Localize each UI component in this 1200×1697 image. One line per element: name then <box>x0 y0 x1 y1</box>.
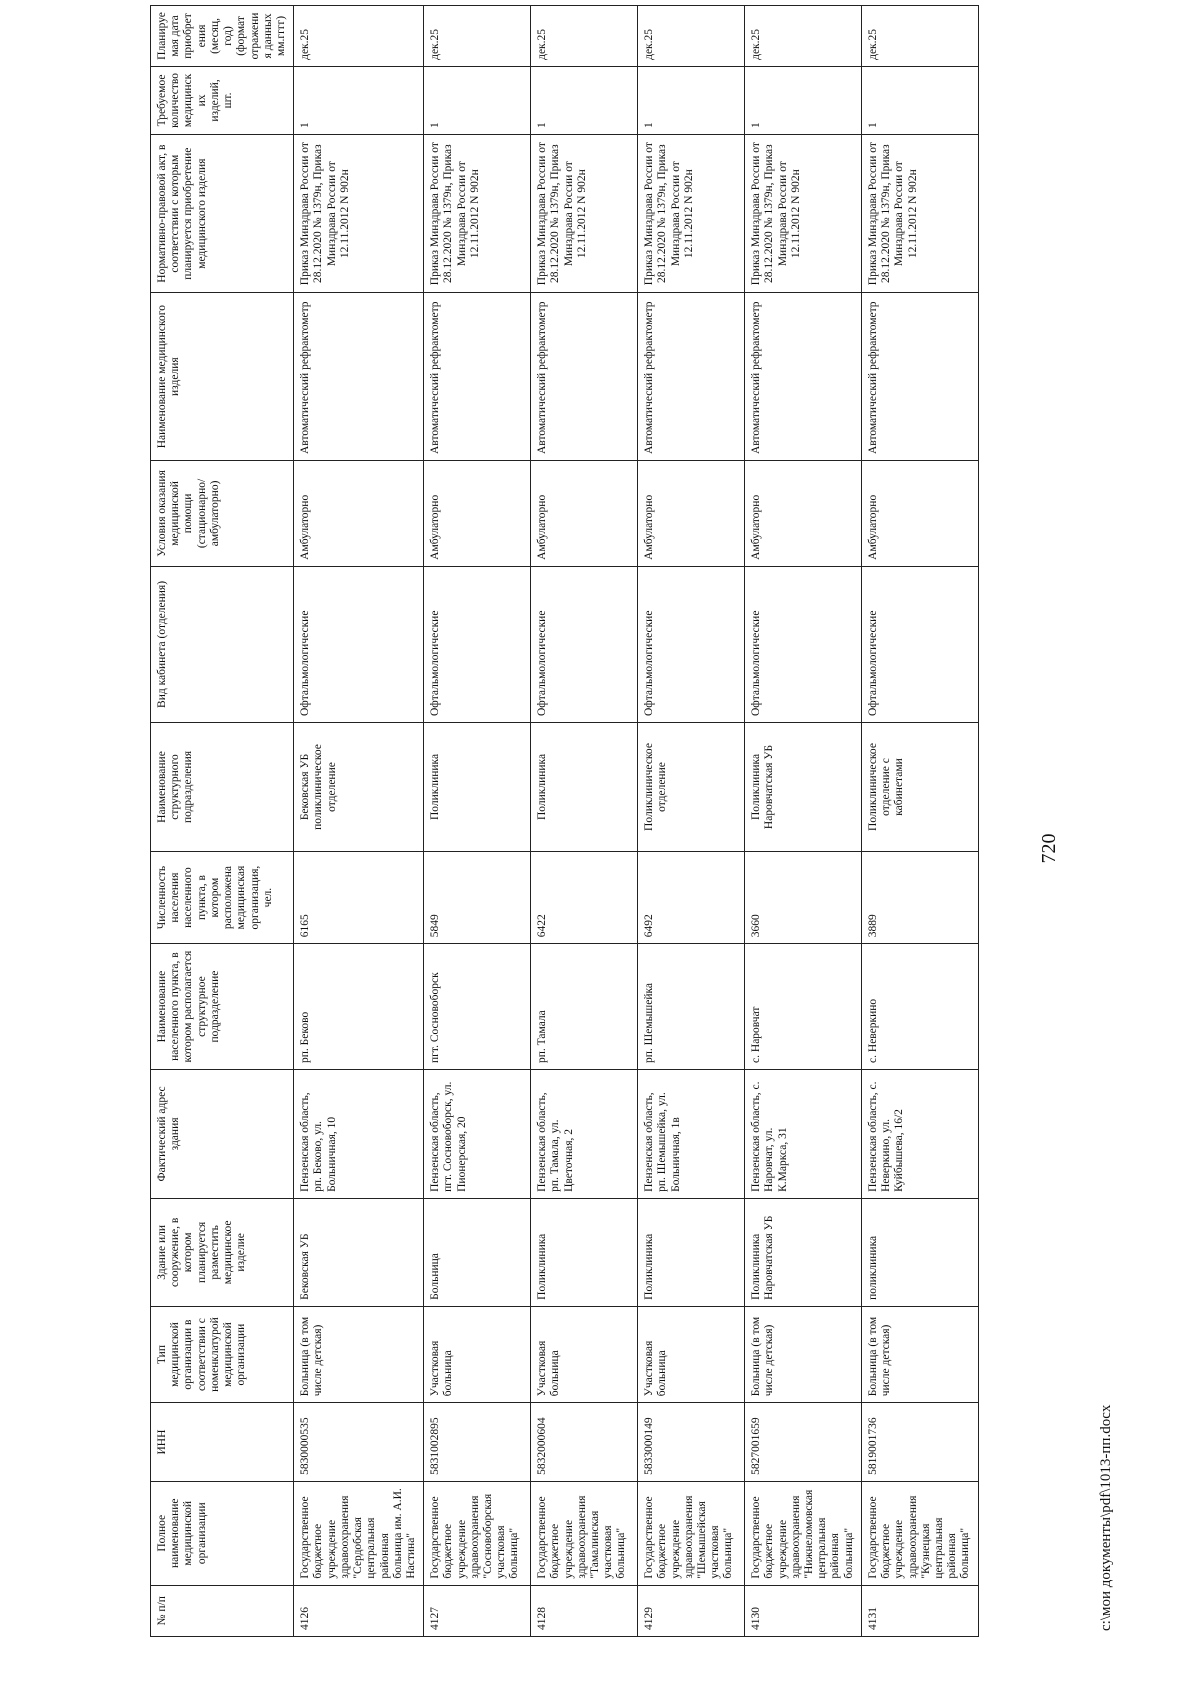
cell-subdivision: Поликлиническое отделение <box>638 723 745 852</box>
cell-device: Автоматический рефрактометр <box>424 293 531 461</box>
cell-address: Пензенская область, с. Неверкино, ул. Куйбышева, 16/2 <box>861 1069 978 1198</box>
cell-inn: 5827001659 <box>745 1403 862 1482</box>
cell-device: Автоматический рефрактометр <box>638 293 745 461</box>
cell-legal-act: Приказ Минздрава России от 28.12.2020 № 1379н, Приказ Минздрава России от 12.11.2012 N 902н <box>638 135 745 293</box>
cell-cabinet-type: Офтальмологические <box>638 566 745 722</box>
cell-legal-act: Приказ Минздрава России от 28.12.2020 № 1379н, Приказ Минздрава России от 12.11.2012 N 902н <box>424 135 531 293</box>
col-header: № п/п <box>151 1585 294 1636</box>
cell-legal-act: Приказ Минздрава России от 28.12.2020 № 1379н, Приказ Минздрава России от 12.11.2012 N 902н <box>531 135 638 293</box>
cell-date: дек.25 <box>424 6 531 67</box>
cell-settlement: рп. Беково <box>294 944 424 1070</box>
cell-quantity: 1 <box>294 66 424 134</box>
cell-subdivision: Поликлиника <box>531 723 638 852</box>
cell-inn: 5819001736 <box>861 1403 978 1482</box>
cell-settlement: рп. Тамала <box>531 944 638 1070</box>
cell-org-type: Участковая больница <box>638 1306 745 1402</box>
table-row <box>861 6 978 1637</box>
cell-legal-act: Приказ Минздрава России от 28.12.2020 № 1379н, Приказ Минздрава России от 12.11.2012 N 902н <box>294 135 424 293</box>
cell-date: дек.25 <box>745 6 862 67</box>
cell-conditions: Амбулаторно <box>424 461 531 567</box>
cell-number: 4130 <box>745 1585 862 1636</box>
cell-org-type: Участковая больница <box>531 1306 638 1402</box>
cell-settlement: рп. Шемышейка <box>638 944 745 1070</box>
col-header: Вид кабинета (отделения) <box>151 566 294 722</box>
cell-legal-act: Приказ Минздрава России от 28.12.2020 № 1379н, Приказ Минздрава России от 12.11.2012 N 902н <box>861 135 978 293</box>
col-header: ИНН <box>151 1403 294 1482</box>
table-row <box>745 6 862 1637</box>
cell-device: Автоматический рефрактометр <box>861 293 978 461</box>
cell-building: Поликлиника <box>638 1198 745 1306</box>
cell-quantity: 1 <box>861 66 978 134</box>
footer-file-path: c:\мои документы\pdf\1013-пп.docx <box>1098 1404 1114 1631</box>
col-header: Численность населения населенного пункта, в котором расположена медицинская организация, чел. <box>151 851 294 943</box>
cell-cabinet-type: Офтальмологические <box>424 566 531 722</box>
cell-number: 4128 <box>531 1585 638 1636</box>
cell-quantity: 1 <box>638 66 745 134</box>
col-header: Здание или сооружение, в котором планируется разместить медицинское изделие <box>151 1198 294 1306</box>
col-header: Наименование медицинского изделия <box>151 293 294 461</box>
cell-subdivision: Бековская УБ поликлиническое отделение <box>294 723 424 852</box>
table-row <box>531 6 638 1637</box>
page-number: 720 <box>1038 833 1060 864</box>
col-header: Тип медицинской организации в соответствии с номенклатурой медицинской организации <box>151 1306 294 1402</box>
table-row <box>294 6 424 1637</box>
cell-conditions: Амбулаторно <box>745 461 862 567</box>
cell-inn: 5831002895 <box>424 1403 531 1482</box>
col-header: Полное наименование медицинской организации <box>151 1481 294 1585</box>
cell-population: 5849 <box>424 851 531 943</box>
cell-date: дек.25 <box>638 6 745 67</box>
cell-org-type: Больница (в том числе детская) <box>294 1306 424 1402</box>
cell-date: дек.25 <box>861 6 978 67</box>
col-header: Нормативно-правовой акт, в соответствии с которым планируется приобретение медицинского изделия <box>151 135 294 293</box>
cell-org-name: Государственное бюджетное учреждение здравоохранения "Шемышейская участковая больница" <box>638 1481 745 1585</box>
cell-device: Автоматический рефрактометр <box>531 293 638 461</box>
cell-org-name: Государственное бюджетное учреждение здравоохранения "Сердобская центральная районная больница им. А.И. Настина" <box>294 1481 424 1585</box>
cell-org-type: Больница (в том числе детская) <box>745 1306 862 1402</box>
cell-cabinet-type: Офтальмологические <box>861 566 978 722</box>
cell-address: Пензенская область, пгт. Сосновоборск, ул. Пионерская, 20 <box>424 1069 531 1198</box>
cell-subdivision: Поликлиника Наровчатская УБ <box>745 723 862 852</box>
cell-address: Пензенская область, рп. Беково, ул. Больничная, 10 <box>294 1069 424 1198</box>
cell-number: 4129 <box>638 1585 745 1636</box>
cell-building: Больница <box>424 1198 531 1306</box>
cell-subdivision: Поликлиника <box>424 723 531 852</box>
cell-settlement: пгт. Сосновоборск <box>424 944 531 1070</box>
cell-number: 4127 <box>424 1585 531 1636</box>
cell-population: 6165 <box>294 851 424 943</box>
col-header: Условия оказания медицинской помощи (стационарно/амбулаторно) <box>151 461 294 567</box>
cell-inn: 5832000604 <box>531 1403 638 1482</box>
cell-org-type: Участковая больница <box>424 1306 531 1402</box>
cell-org-name: Государственное бюджетное учреждение здравоохранения "Кузнецкая центральная районная больница" <box>861 1481 978 1585</box>
cell-cabinet-type: Офтальмологические <box>294 566 424 722</box>
cell-address: Пензенская область, с. Наровчат, ул. К.Маркса, 31 <box>745 1069 862 1198</box>
cell-org-name: Государственное бюджетное учреждение здравоохранения "Нижнеломовская центральная районная больница" <box>745 1481 862 1585</box>
table-row <box>424 6 531 1637</box>
cell-cabinet-type: Офтальмологические <box>531 566 638 722</box>
cell-population: 6492 <box>638 851 745 943</box>
col-header: Требуемое количество медицинских изделий, шт. <box>151 66 294 134</box>
cell-conditions: Амбулаторно <box>531 461 638 567</box>
cell-building: Поликлиника <box>531 1198 638 1306</box>
cell-org-name: Государственное бюджетное учреждение здравоохранения "Тамалинская участковая больница" <box>531 1481 638 1585</box>
cell-subdivision: Поликлиническое отделение с кабинетами <box>861 723 978 852</box>
col-header: Фактический адрес здания <box>151 1069 294 1198</box>
cell-quantity: 1 <box>531 66 638 134</box>
cell-date: дек.25 <box>294 6 424 67</box>
col-header: Планируемая дата приобретения (месяц, год) (формат отражения данных мм.гггг) <box>151 6 294 67</box>
cell-quantity: 1 <box>745 66 862 134</box>
cell-inn: 5833000149 <box>638 1403 745 1482</box>
equipment-table <box>150 5 979 1637</box>
cell-building: Бековская УБ <box>294 1198 424 1306</box>
cell-settlement: с. Неверкино <box>861 944 978 1070</box>
cell-population: 3660 <box>745 851 862 943</box>
cell-org-type: Больница (в том числе детская) <box>861 1306 978 1402</box>
cell-quantity: 1 <box>424 66 531 134</box>
cell-building: Поликлиника Наровчатская УБ <box>745 1198 862 1306</box>
cell-date: дек.25 <box>531 6 638 67</box>
col-header: Наименование структурного подразделения <box>151 723 294 852</box>
col-header: Наименование населенного пункта, в котором располагается структурное подразделение <box>151 944 294 1070</box>
cell-conditions: Амбулаторно <box>861 461 978 567</box>
cell-cabinet-type: Офтальмологические <box>745 566 862 722</box>
table-row <box>638 6 745 1637</box>
cell-population: 3889 <box>861 851 978 943</box>
cell-device: Автоматический рефрактометр <box>294 293 424 461</box>
cell-population: 6422 <box>531 851 638 943</box>
cell-settlement: с. Наровчат <box>745 944 862 1070</box>
cell-legal-act: Приказ Минздрава России от 28.12.2020 № 1379н, Приказ Минздрава России от 12.11.2012 N 902н <box>745 135 862 293</box>
cell-address: Пензенская область, рп. Тамала, ул. Цветочная, 2 <box>531 1069 638 1198</box>
cell-building: поликлиника <box>861 1198 978 1306</box>
cell-number: 4126 <box>294 1585 424 1636</box>
cell-org-name: Государственное бюджетное учреждение здравоохранения "Сосновоборская участковая больница" <box>424 1481 531 1585</box>
cell-number: 4131 <box>861 1585 978 1636</box>
cell-conditions: Амбулаторно <box>294 461 424 567</box>
cell-inn: 5830000535 <box>294 1403 424 1482</box>
cell-address: Пензенская область, рп. Шемышейка, ул. Больничная, 1в <box>638 1069 745 1198</box>
cell-conditions: Амбулаторно <box>638 461 745 567</box>
table-header-row <box>151 6 294 1637</box>
cell-device: Автоматический рефрактометр <box>745 293 862 461</box>
